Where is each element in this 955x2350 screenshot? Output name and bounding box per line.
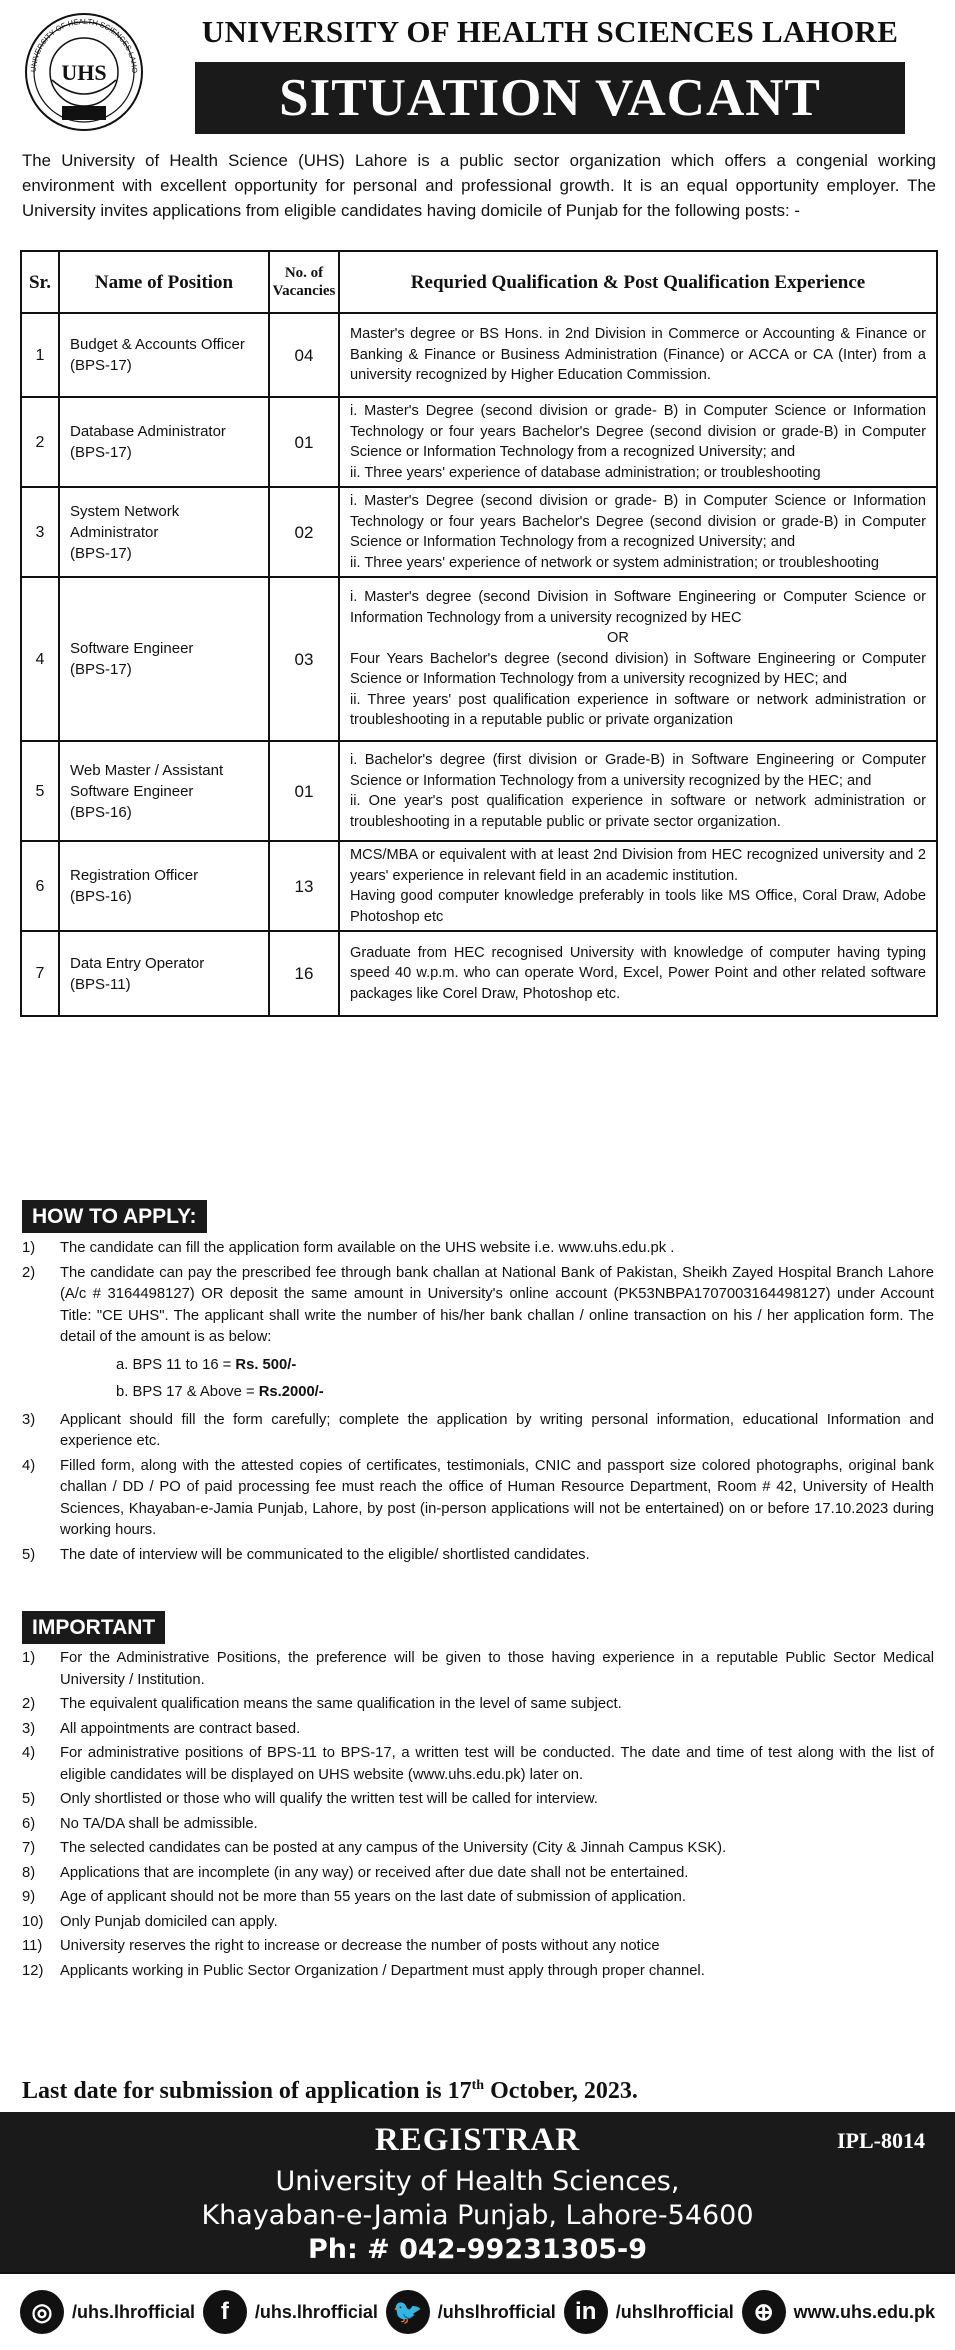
row-vacancies: 04 [269,313,339,397]
important-label: IMPORTANT [22,1611,165,1644]
row-vacancies: 13 [269,841,339,931]
row-position [59,487,269,577]
list-item [22,1743,934,1786]
item-number: 11) [22,1938,43,1954]
situation-vacant-banner: SITUATION VACANT [195,62,905,134]
position-name: Software Engineer [70,640,194,657]
item-number: 12) [22,1962,44,1979]
position-name: System Network Administrator [70,502,180,541]
row-position [59,841,269,931]
social-link[interactable] [203,2290,378,2334]
position-bps: (BPS-16) [70,888,132,905]
table-row [21,577,937,741]
row-qualification [339,741,937,841]
fee-list [60,1355,934,1404]
important-list [22,1648,934,1985]
item-number: 1) [22,1650,36,1666]
positions-table [20,250,938,1017]
item-number: 4) [22,1457,36,1474]
item-text: All appointments are contract based. [60,1720,301,1737]
item-number: 7) [22,1840,36,1856]
qualification-line: ii. One year's post qualification experience in software or network administration or troubleshooting in a reputable public or private sector organization. [350,793,926,830]
list-item [22,1263,934,1404]
list-item [22,1238,934,1260]
item-text: The date of interview will be communicated to the eligible/ shortlisted candidates. [60,1546,590,1563]
item-text: For the Administrative Positions, the preference will be given to those having experience in a reputable Public Sector Medical University / Institution. [60,1650,934,1688]
row-qualification [339,397,937,487]
list-item [22,1838,934,1860]
row-sr: 7 [21,931,59,1016]
list-item [22,1887,934,1909]
qualification-line: i. Master's Degree (second division or grade- B) in Computer Science or Information Technology or four years Bachelor's Degree (second division or grade-B) in Computer Science or Information Technology from a recognized University; and [350,493,926,550]
row-position [59,931,269,1016]
fee-label: a. BPS 11 to 16 = [116,1356,236,1373]
twitter-icon: 🐦 [386,2290,430,2334]
row-sr: 5 [21,741,59,841]
fee-label: b. BPS 17 & Above = [116,1384,259,1400]
row-sr: 1 [21,313,59,397]
globe-icon: ⊕ [742,2290,786,2334]
table-row [21,313,937,397]
social-link[interactable] [386,2290,556,2334]
row-vacancies: 03 [269,577,339,741]
row-qualification [339,487,937,577]
item-number: 10) [22,1913,44,1930]
registrar-phone: Ph: # 042-99231305-9 [307,2234,648,2265]
fee-amount: Rs. 500/- [235,1356,297,1373]
item-number: 1) [22,1240,36,1256]
item-number: 2) [22,1264,36,1281]
position-bps: (BPS-17) [70,661,132,678]
qualification-line: Four Years Bachelor's degree (second division) in Software Engineering or Computer Science or Information Technology from a university recognized by HEC; and [350,650,926,688]
social-link[interactable] [564,2290,734,2334]
list-item [22,1694,934,1716]
row-vacancies: 01 [269,741,339,841]
table-row [21,931,937,1016]
row-qualification [339,841,937,931]
row-qualification [339,577,937,741]
qualification-line: ii. Three years' experience of database administration; or troubleshooting [350,464,821,481]
qualification-line: ii. Three years' post qualification experience in software or network administration or troubleshooting in a reputable public or private organization [350,691,926,729]
item-text: Applicants working in Public Sector Organization / Department must apply through proper channel. [60,1962,705,1979]
item-number: 3) [22,1720,36,1737]
uhs-logo [22,10,152,140]
row-sr: 6 [21,841,59,931]
item-text: Only shortlisted or those who will qualify the written test will be called for interview. [60,1791,598,1807]
table-row [21,841,937,931]
position-bps: (BPS-17) [70,444,132,461]
position-name: Registration Officer [70,867,199,884]
social-link[interactable] [742,2290,935,2334]
qualification-line: i. Master's degree (second Division in Software Engineering or Computer Science or Information Technology from a university recognized by HEC [350,589,926,626]
last-date-text: Last date for submission of application is 17th October, 2023. [22,2078,638,2104]
item-text: For administrative positions of BPS-11 to BPS-17, a written test will be conducted. The date and time of test along with the list of eligible candidates will be displayed on UHS website (www.uhs.edu.pk) later on. [60,1745,934,1783]
list-item [22,1814,934,1836]
row-position [59,577,269,741]
fee-amount: Rs.2000/- [258,1384,324,1400]
item-number: 3) [22,1411,36,1428]
item-text: The candidate can fill the application form available on the UHS website i.e. www.uhs.edu.pk . [60,1240,675,1256]
list-item [22,1936,934,1958]
registrar-footer [0,2112,955,2272]
qualification-line: i. Master's Degree (second division or grade- B) in Computer Science or Information Technology or four years Bachelor's Degree (second division or grade-B) in Computer Science or Information Technology from a recognized University; and [350,403,926,460]
social-handle: /uhs.lhrofficial [254,2301,378,2322]
item-number: 4) [22,1745,36,1761]
table-row [21,397,937,487]
row-qualification [339,931,937,1016]
item-number: 5) [22,1791,36,1807]
table-row [21,487,937,577]
table-header-row [21,251,937,313]
ipl-code: IPL-8014 [837,2128,925,2153]
item-number: 2) [22,1696,36,1712]
item-text: Age of applicant should not be more than 55 years on the last date of submission of application. [60,1889,686,1905]
row-sr: 4 [21,577,59,741]
list-item [22,1863,934,1885]
list-item [22,1961,934,1983]
list-item [22,1789,934,1811]
last-date-notice [22,2078,934,2105]
qualification-line: Master's degree or BS Hons. in 2nd Division in Commerce or Accounting & Finance or Banking & Finance or Business Administration (Finance) or ACCA or CA (Inter) from a university recognized by Higher Education Commission. [350,326,926,384]
item-text: Only Punjab domiciled can apply. [60,1913,278,1930]
intro-paragraph: The University of Health Science (UHS) Lahore is a public sector organization which offers a congenial working environment with excellent opportunity for personal and professional growth. It is an equal opportunity employer. The University invites applications from eligible candidates having domicile of Punjab for the following posts: - [22,151,936,220]
qualification-line: Having good computer knowledge preferably in tools like MS Office, Coral Draw, Adobe Photoshop etc [350,888,926,925]
item-text: University reserves the right to increase or decrease the number of posts without any notice [60,1938,660,1954]
item-number: 8) [22,1864,36,1881]
social-links-bar [0,2272,955,2350]
instagram-icon: ◎ [20,2290,64,2334]
item-text: Filled form, along with the attested copies of certificates, testimonials, CNIC and passport size colored photographs, original bank challan / DD / PO of paid processing fee must reach the office of Human Resource Department, Room # 42, University of Health Sciences, Khayaban-e-Jamia Punjab, Lahore, by post (in-person applications will not be entertained) on or before 17.10.2023 during working hours. [60,1457,934,1538]
item-text: The selected candidates can be posted at any campus of the University (City & Jinnah Campus KSK). [60,1840,727,1856]
qualification-line: Graduate from HEC recognised University with knowledge of computer having typing speed 40 w.p.m. who can operate Word, Excel, Power Point and other related software packages like Corel Draw, Photoshop etc. [350,944,926,1002]
item-number: 9) [22,1889,36,1905]
social-handle: /uhslhrofficial [615,2301,734,2322]
row-sr: 2 [21,397,59,487]
linkedin-icon: in [564,2290,608,2334]
position-bps: (BPS-11) [70,975,131,993]
registrar-address-line-2: Khayaban-e-Jamia Punjab, Lahore-54600 [201,2200,754,2231]
header-qualification: Requried Qualification & Post Qualification Experience [339,251,937,313]
qualification-line: i. Bachelor's degree (first division or Grade-B) in Software Engineering or Computer Science or Information Technology from a university recognized by the HEC; and [350,752,926,789]
facebook-icon: f [203,2290,247,2334]
list-item [22,1410,934,1453]
position-name: Web Master / Assistant Software Engineer [70,761,224,800]
position-bps: (BPS-17) [70,357,132,374]
item-text: The equivalent qualification means the same qualification in the level of same subject. [60,1696,622,1712]
list-item [22,1545,934,1567]
how-to-apply-label: HOW TO APPLY: [22,1200,207,1233]
header [0,0,955,135]
university-name: UNIVERSITY OF HEALTH SCIENCES LAHORE [201,14,899,49]
item-text: Applications that are incomplete (in any way) or received after due date shall not be entertained. [60,1864,689,1881]
list-item [22,1456,934,1542]
header-name: Name of Position [59,251,269,313]
row-position [59,741,269,841]
item-number: 5) [22,1546,36,1563]
item-text: Applicant should fill the form carefully; complete the application by writing personal information, educational Information and experience etc. [60,1411,934,1449]
social-link[interactable] [20,2290,195,2334]
logo-text: UHS [61,60,107,85]
row-vacancies: 01 [269,397,339,487]
item-text: The candidate can pay the prescribed fee through bank challan at National Bank of Pakistan, Sheikh Zayed Hospital Branch Lahore (A/c # 3164498127) OR deposit the same amount in University's online account (PK53NBPA1707003164498127) under Account Title: "CE UHS". The applicant shall write the number of his/her bank challan / online transaction on his / her application form. The detail of the amount is as below: [60,1264,934,1345]
list-item [22,1648,934,1691]
header-sr: Sr. [21,251,59,313]
fee-item [116,1355,934,1377]
row-qualification [339,313,937,397]
registrar-title: REGISTRAR [374,2122,581,2158]
social-handle: /uhs.lhrofficial [71,2301,195,2322]
item-number: 6) [22,1815,36,1832]
position-name: Budget & Accounts Officer [70,336,245,353]
row-sr: 3 [21,487,59,577]
row-vacancies: 02 [269,487,339,577]
qualification-line: MCS/MBA or equivalent with at least 2nd Division from HEC recognized university and 2 years' experience in relevant field in an academic institution. [350,847,926,884]
fee-item [116,1382,934,1404]
row-position [59,313,269,397]
item-text: No TA/DA shall be admissible. [60,1815,258,1832]
social-handle: www.uhs.edu.pk [793,2301,935,2322]
position-name: Data Entry Operator [70,954,205,972]
position-bps: (BPS-17) [70,544,132,562]
row-vacancies: 16 [269,931,339,1016]
registrar-address-line-1: University of Health Sciences, [275,2166,680,2197]
position-bps: (BPS-16) [70,803,132,821]
row-position [59,397,269,487]
how-to-apply-list [22,1238,934,1569]
position-name: Database Administrator [70,423,226,440]
header-vacancies: No. of Vacancies [269,251,339,313]
list-item [22,1912,934,1934]
logo-ring-text: UNIVERSITY OF HEALTH SCIENCES LAHO [28,16,140,74]
social-handle: /uhslhrofficial [437,2301,556,2322]
table-row [21,741,937,841]
qualification-line: OR [607,630,629,647]
qualification-line: ii. Three years' experience of network or system administration; or troubleshooting [350,554,879,571]
list-item [22,1719,934,1741]
